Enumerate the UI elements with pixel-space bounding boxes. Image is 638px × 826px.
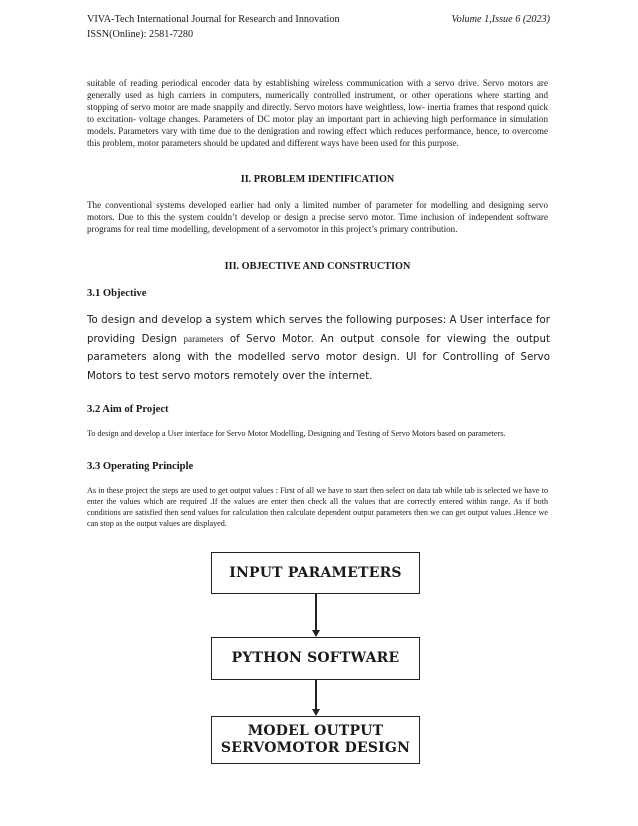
flow-arrow-2 — [315, 680, 317, 710]
section-3-heading: III. OBJECTIVE AND CONSTRUCTION — [224, 261, 411, 272]
aim-paragraph: To design and develop a User interface for Servo Motor Modelling, Designing and Testing of Servo Motors based on parameters. — [87, 429, 506, 438]
flow-box-output-line2: SERVOMOTOR DESIGN — [220, 740, 411, 756]
journal-header — [87, 13, 340, 42]
subsection-3-2-heading: 3.2 Aim of Project — [87, 404, 169, 415]
flow-box-python-label: PYTHON SOFTWARE — [231, 650, 400, 666]
subsection-3-1-heading: 3.1 Objective — [87, 288, 147, 299]
objective-text-small: parameters — [183, 334, 224, 345]
section-2-body: The conventional systems developed earlier had only a limited number of parameter for modelling and designing servo motors. Due to this the system couldn’t develop or design a precise servo motor. Time inclusion of independent software programs for real time modelling, development of a servomotor in this project’s primary contribution. — [87, 200, 548, 235]
flow-box-input-parameters — [211, 552, 420, 594]
intro-paragraph: suitable of reading periodical encoder data by establishing wireless communication with a servo drive. Servo motors are generally used as high carriers in computers, numerically controlled instrument, or other operations where starting and stopping of servo motor are made snappily and directly. Servo motors have weightless, low- inertia frames that respond quick to excitation- voltage changes. Parameters of DC motor play an important part in achieving high performance in simulation models. Parameters vary with time due to the denigration and rowing effect which reduces performance, hence, to overcome this problem, motor parameters should be updated and different ways have been used for this purpose. — [87, 78, 548, 149]
flow-box-python-software — [211, 637, 420, 680]
flow-box-output-line1: MODEL OUTPUT — [247, 723, 384, 739]
journal-name: VIVA-Tech International Journal for Research and Innovation — [87, 14, 340, 25]
flow-arrowhead-1 — [312, 630, 320, 637]
subsection-3-3-heading: 3.3 Operating Principle — [87, 461, 194, 472]
objective-text-1: To design and develop a system which serves the following purposes: A User interface for providing Design — [87, 315, 550, 346]
flow-arrow-1 — [315, 594, 317, 630]
flow-box-model-output — [211, 716, 420, 764]
volume-issue: Volume 1,Issue 6 (2023) — [451, 14, 550, 25]
flow-arrowhead-2 — [312, 709, 320, 716]
operating-principle-paragraph: As in these project the steps are used to get output values : First of all we have to start then select on data tab while tab is selected we have to enter the values which are required .If the values are enter then check all the values that are correctly entered within range. As if both conditions are satisfied then send values for calculation then calculate dependent output parameters then we can get output values .Hence we can stop as the output values are displayed. — [87, 486, 548, 528]
flow-box-input-label: INPUT PARAMETERS — [229, 564, 402, 581]
objective-text-2: of Servo Motor. An output console for viewing the output parameters along with the modelled servo motor design. UI for Controlling of Servo Motors to test servo motors remotely over the internet. — [87, 334, 550, 382]
section-2-heading: II. PROBLEM IDENTIFICATION — [240, 174, 395, 185]
issn: ISSN(Online): 2581-7280 — [87, 28, 194, 40]
objective-paragraph — [87, 312, 550, 386]
